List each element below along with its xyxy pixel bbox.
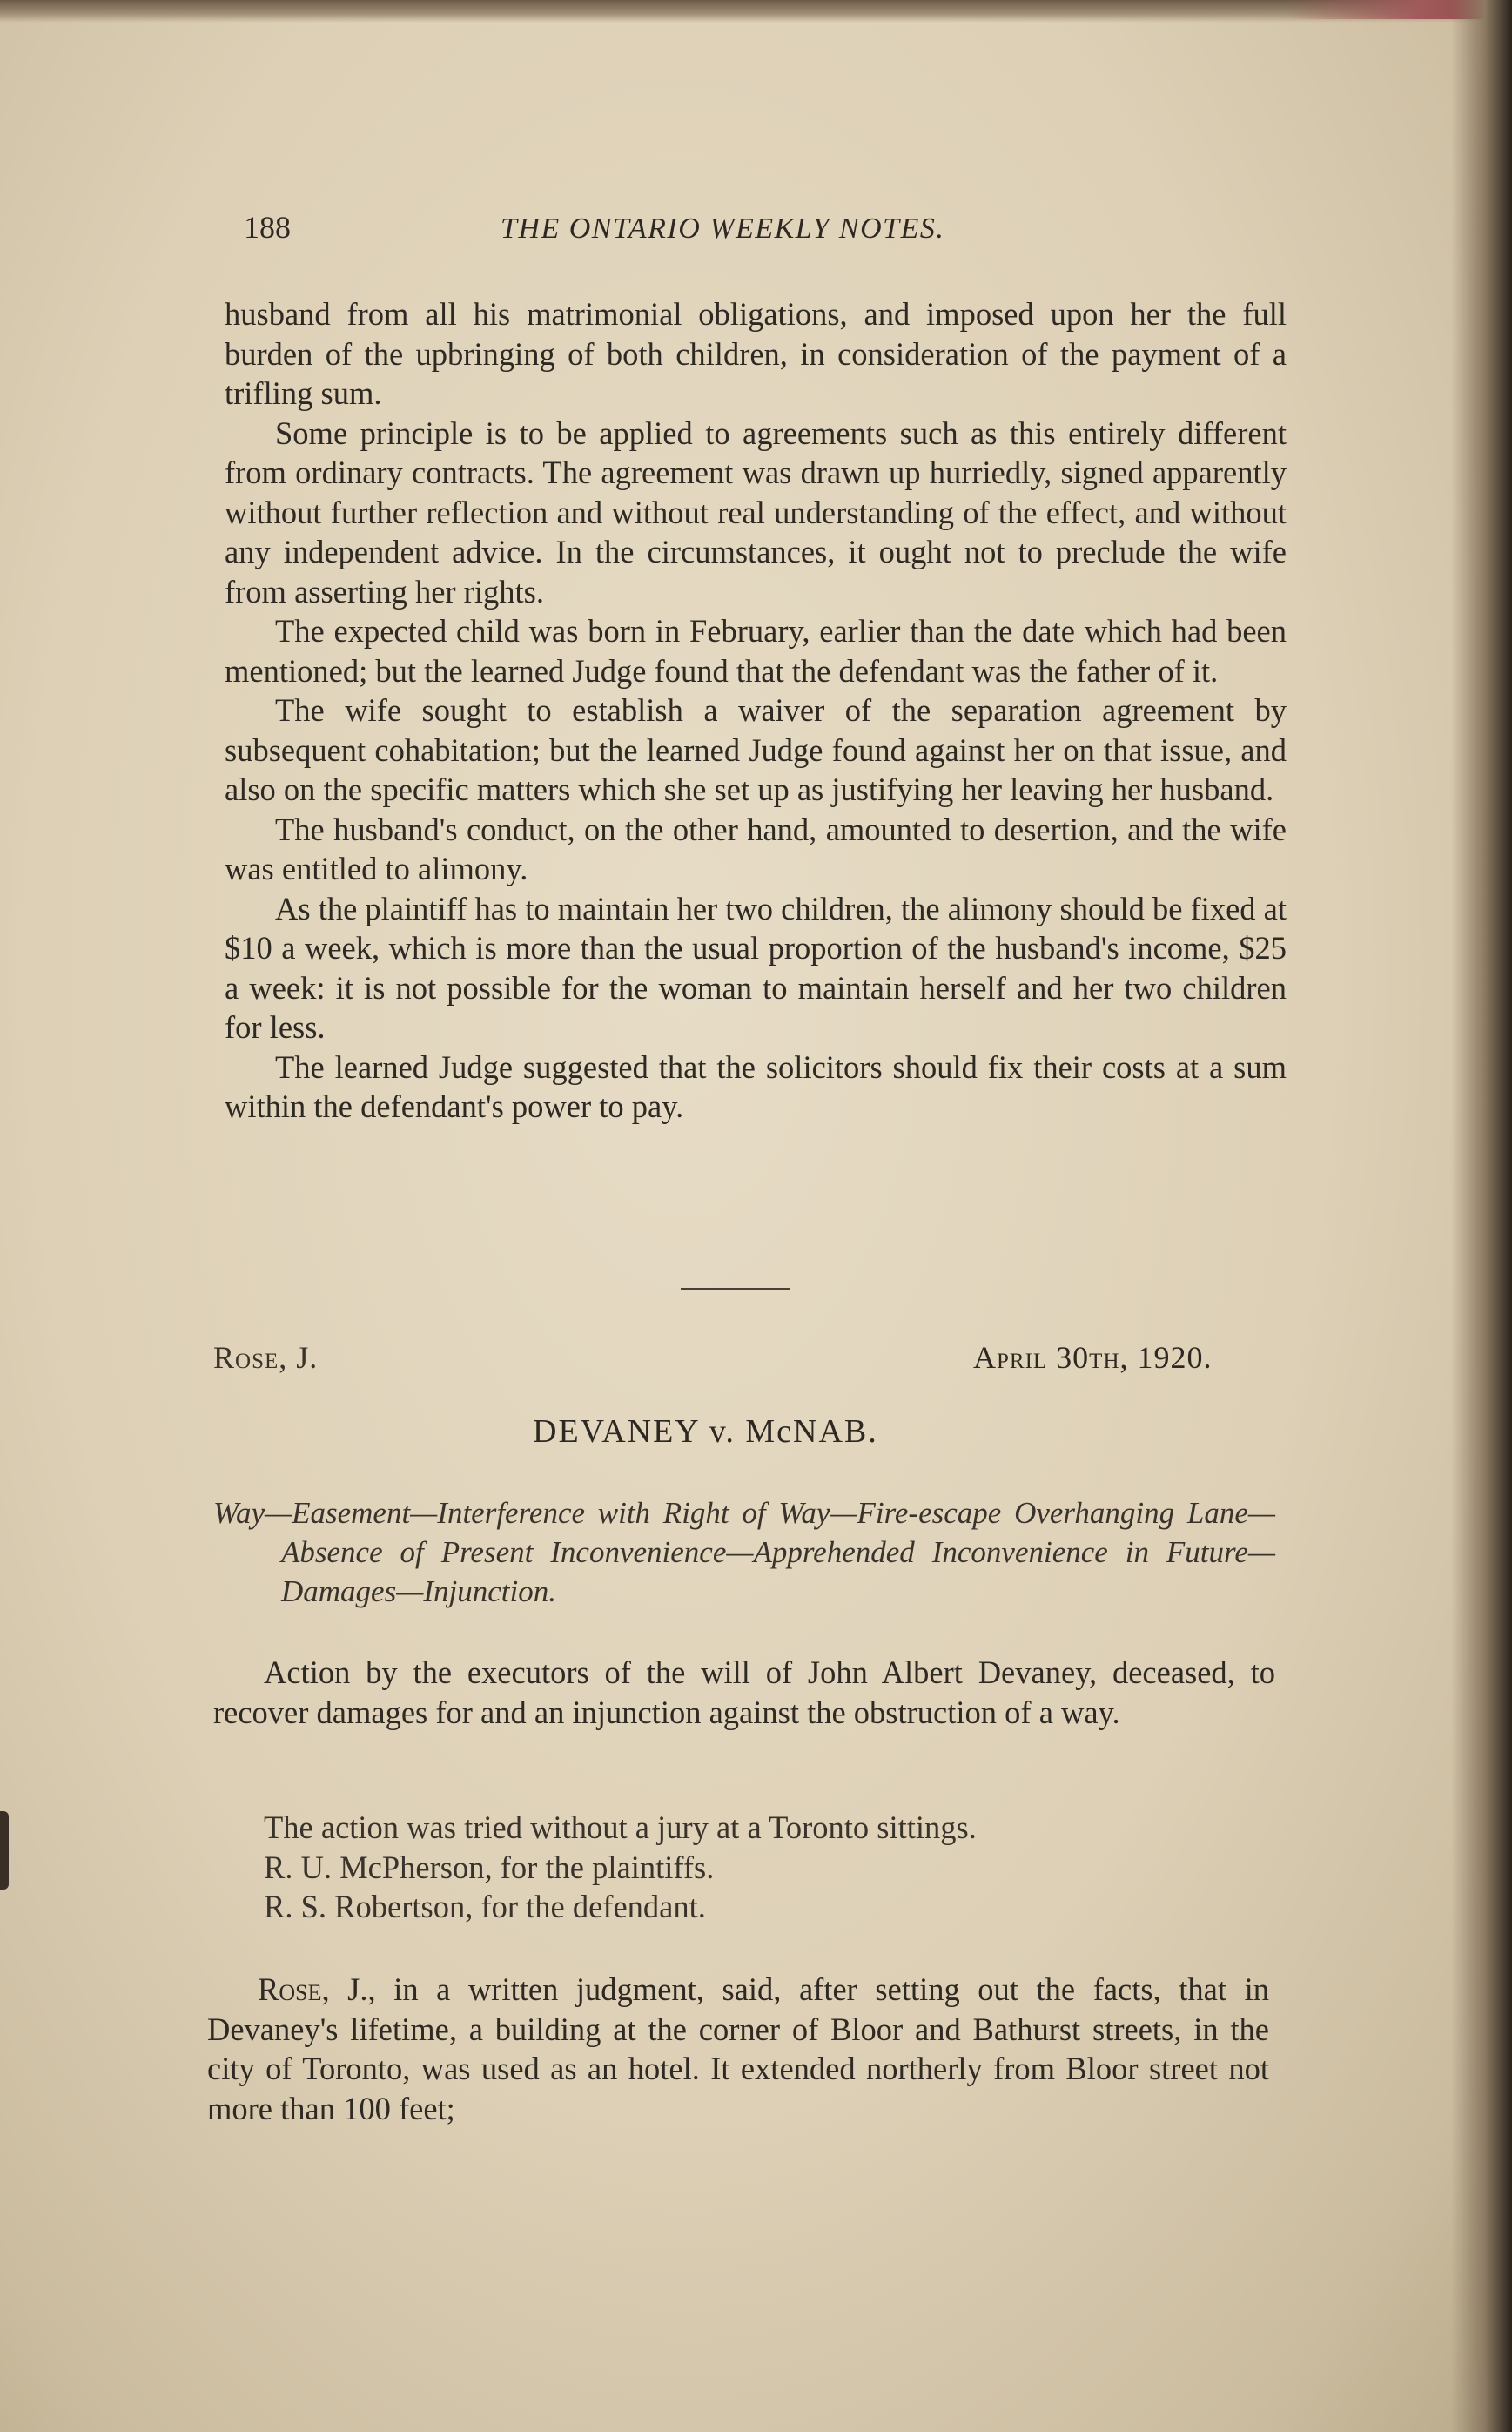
judgment-paragraph [207,1970,1269,2128]
paragraph: The wife sought to establish a waiver of the separation agreement by subsequent cohabitation; but the learned Judge found against her on that issue, and also on the specific matters which she set up as justifying her leaving her husband. [225,692,1287,807]
case-title: DEVANEY v. McNAB. [533,1413,878,1450]
paragraph: The husband's conduct, on the other hand, amounted to desertion, and the wife was entitled to alimony. [225,811,1287,886]
journal-title: THE ONTARIO WEEKLY NOTES. [501,212,945,245]
section-divider [681,1288,790,1290]
trial-line: The action was tried without a jury at a Toronto sittings. [264,1809,977,1845]
paragraph: Some principle is to be applied to agreements such as this entirely different from ordinary contracts. The agreement was drawn up hurriedly, signed apparently without further reflection and without real understanding of the effect, and without any independent advice. In the circumstances, it ought not to preclude the wife from asserting her rights. [225,414,1287,610]
page-number: 188 [244,210,291,245]
paragraph: As the plaintiff has to maintain her two children, the alimony should be fixed at $10 a week, which is more than the usual proportion of the husband's income, $25 a week: it is not possible for the woman to maintain herself and her two children for less. [225,890,1287,1045]
counsel-defendant: R. S. Robertson, for the defendant. [264,1889,706,1924]
judgment-text: , in a written judgment, said, after setting out the facts, that in Devaney's lifetime, a building at the corner of Bloor and Bathurst streets, in the city of Toronto, was used as an hotel. It extended northerly from Bloor street not more than 100 feet; [207,1971,1269,2126]
paragraph: The learned Judge suggested that the solicitors should fix their costs at a sum within the defendant's power to pay. [225,1048,1287,1124]
trial-and-counsel [213,1808,1275,1927]
paragraph: husband from all his matrimonial obligations, and imposed upon her the full burden of the upbringing of both children, in consideration of the payment of a trifling sum. [225,296,1287,411]
running-head [244,209,1027,253]
counsel-plaintiffs: R. U. McPherson, for the plaintiffs. [264,1849,715,1885]
continued-case-text [225,294,1287,1127]
paragraph: The expected child was born in February, earlier than the date which had been mentioned; but the learned Judge found that the defendant was the father of it. [225,613,1287,689]
judgment-date: April 30th, 1920. [973,1340,1213,1375]
paragraph: Action by the executors of the will of John Albert Devaney, deceased, to recover damages for and an injunction against the obstruction of a way. [213,1654,1275,1730]
headnote [213,1493,1275,1611]
judge-name: Rose, J. [213,1340,319,1375]
book-spine-shadow [1451,0,1512,2432]
headnote-text: Way—Easement—Interference with Right of Way—Fire-escape Overhanging Lane—Absence of Present Inconvenience—Apprehended Inconvenience in Future—Damages—Injunction. [213,1496,1275,1608]
page-edge-mark [0,1811,9,1890]
judgment-judge-name: Rose, J. [258,1971,368,2007]
action-paragraph [213,1653,1275,1732]
